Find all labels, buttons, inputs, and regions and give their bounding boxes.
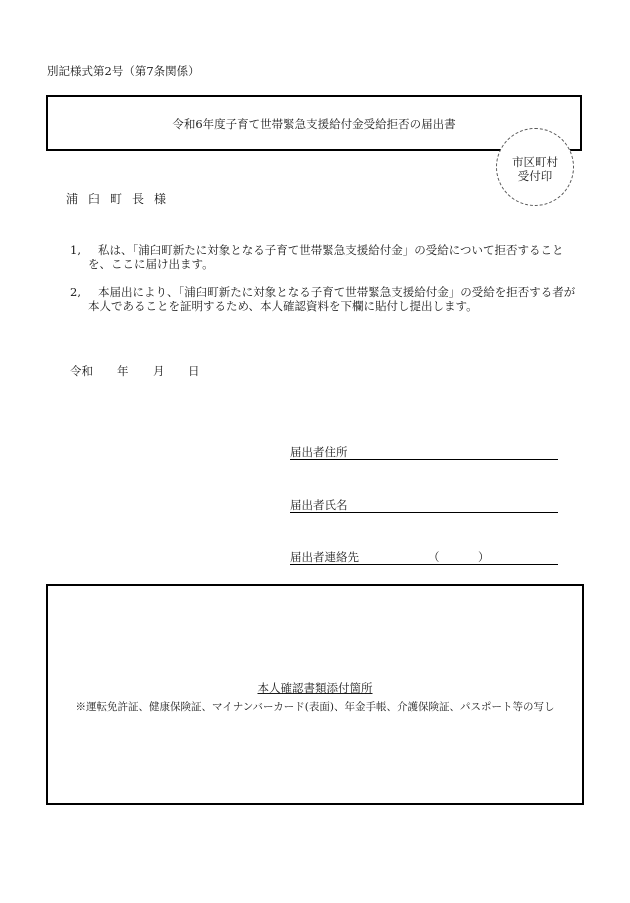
stamp-label-receipt: 受付印 (517, 169, 553, 183)
paragraph-text: 本届出により、「浦臼町新たに対象となる子育て世帯緊急支援給付金」の受給を拒否する者が本人であることを証明するため、本人確認資料を下欄に貼付し提出します。 (88, 285, 576, 313)
paragraph-number: 2, (70, 285, 81, 299)
applicant-contact-label: 届出者連絡先 (290, 550, 359, 564)
contact-paren-close: ） (478, 550, 490, 564)
stamp-label-municipality: 市区町村 (512, 155, 558, 169)
addressee: 浦臼町長様 (66, 192, 177, 206)
reception-stamp-area (496, 128, 574, 206)
attachment-title-text: 本人確認書類添付箇所 (257, 681, 373, 695)
applicant-address-label: 届出者住所 (290, 445, 348, 459)
form-number: 別記様式第2号（第7条関係） (47, 64, 200, 78)
applicant-address-field[interactable] (290, 444, 558, 460)
date-day: 日 (188, 364, 200, 378)
attachment-title (48, 680, 582, 696)
applicant-name-label: 届出者氏名 (290, 498, 348, 512)
applicant-name-field[interactable] (290, 497, 558, 513)
document-title: 令和6年度子育て世帯緊急支援給付金受給拒否の届出書 (172, 117, 456, 131)
id-document-attachment-area (46, 584, 584, 805)
paragraph-text: 私は、「浦臼町新たに対象となる子育て世帯緊急支援給付金」の受給について拒否することを、ここに届け出ます。 (88, 243, 564, 271)
date-month: 月 (153, 364, 165, 378)
attachment-note: ※運転免許証、健康保険証、マイナンバーカード(表面)、年金手帳、介護保険証、パスポート等の写し (75, 701, 555, 713)
date-year: 年 (117, 364, 129, 378)
contact-paren-open: （ (428, 550, 440, 564)
paragraph-number: 1, (70, 243, 81, 257)
title-box (46, 95, 582, 151)
paragraph-1 (70, 243, 585, 271)
paragraph-2 (70, 285, 585, 313)
date-era: 令和 (70, 364, 93, 378)
applicant-contact-field[interactable] (290, 549, 558, 565)
